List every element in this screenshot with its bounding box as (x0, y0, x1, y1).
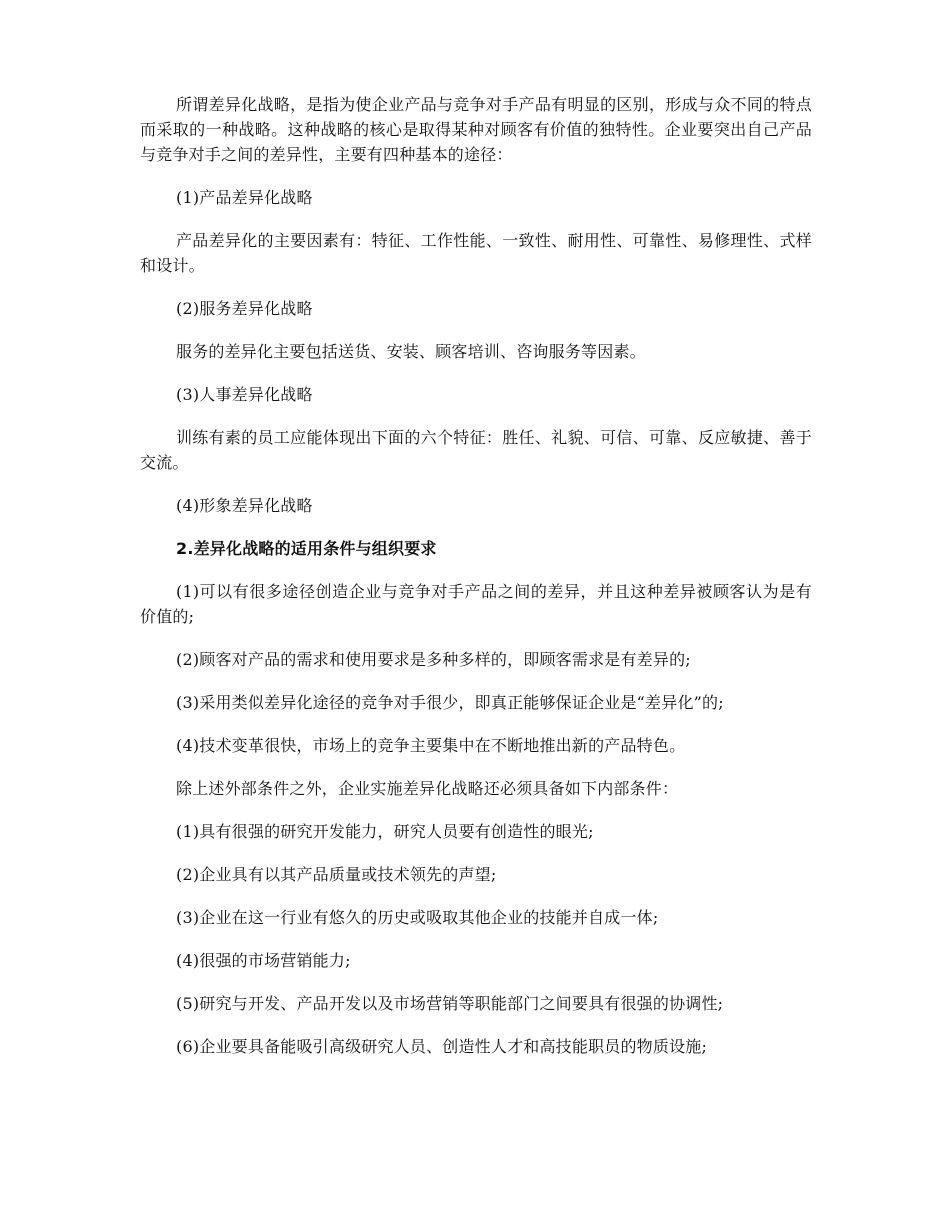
internal-condition-6: (6)企业要具备能吸引高级研究人员、创造性人才和高技能职员的物质设施; (176, 1037, 708, 1056)
document-page (140, 92, 812, 1077)
service-differentiation-text: 服务的差异化主要包括送货、安装、顾客培训、咨询服务等因素。 (176, 342, 646, 361)
item-product-differentiation: (1)产品差异化战略 (176, 188, 313, 207)
internal-condition-1: (1)具有很强的研究开发能力，研究人员要有创造性的眼光; (176, 822, 594, 841)
internal-condition-5: (5)研究与开发、产品开发以及市场营销等职能部门之间要具有很强的协调性; (176, 994, 724, 1013)
external-condition-4: (4)技术变革很快，市场上的竞争主要集中在不断地推出新的产品特色。 (176, 736, 686, 755)
personnel-differentiation-text: 训练有素的员工应能体现出下面的六个特征：胜任、礼貌、可信、可靠、反应敏捷、善于交流。 (140, 428, 812, 472)
internal-condition-4: (4)很强的市场营销能力; (176, 951, 351, 970)
product-differentiation-text: 产品差异化的主要因素有：特征、工作性能、一致性、耐用性、可靠性、易修理性、式样和设计。 (140, 231, 812, 275)
item-personnel-differentiation: (3)人事差异化战略 (176, 385, 313, 404)
item-image-differentiation: (4)形象差异化战略 (176, 496, 313, 515)
internal-conditions-intro: 除上述外部条件之外，企业实施差异化战略还必须具备如下内部条件： (176, 779, 679, 798)
external-condition-2: (2)顾客对产品的需求和使用要求是多种多样的，即顾客需求是有差异的; (176, 650, 691, 669)
external-condition-1: (1)可以有很多途径创造企业与竞争对手产品之间的差异，并且这种差异被顾客认为是有价值的; (140, 582, 812, 626)
internal-condition-3: (3)企业在这一行业有悠久的历史或吸取其他企业的技能并自成一体; (176, 908, 659, 927)
intro-paragraph: 所谓差异化战略，是指为使企业产品与竞争对手产品有明显的区别，形成与众不同的特点而采取的一种战略。这种战略的核心是取得某种对顾客有价值的独特性。企业要突出自己产品与竞争对手之间的差异性，主要有四种基本的途径： (140, 95, 812, 164)
section-heading: 2.差异化战略的适用条件与组织要求 (176, 539, 437, 558)
item-service-differentiation: (2)服务差异化战略 (176, 299, 313, 318)
external-condition-3: (3)采用类似差异化途径的竞争对手很少，即真正能够保证企业是“差异化”的; (176, 693, 724, 712)
internal-condition-2: (2)企业具有以其产品质量或技术领先的声望; (176, 865, 497, 884)
